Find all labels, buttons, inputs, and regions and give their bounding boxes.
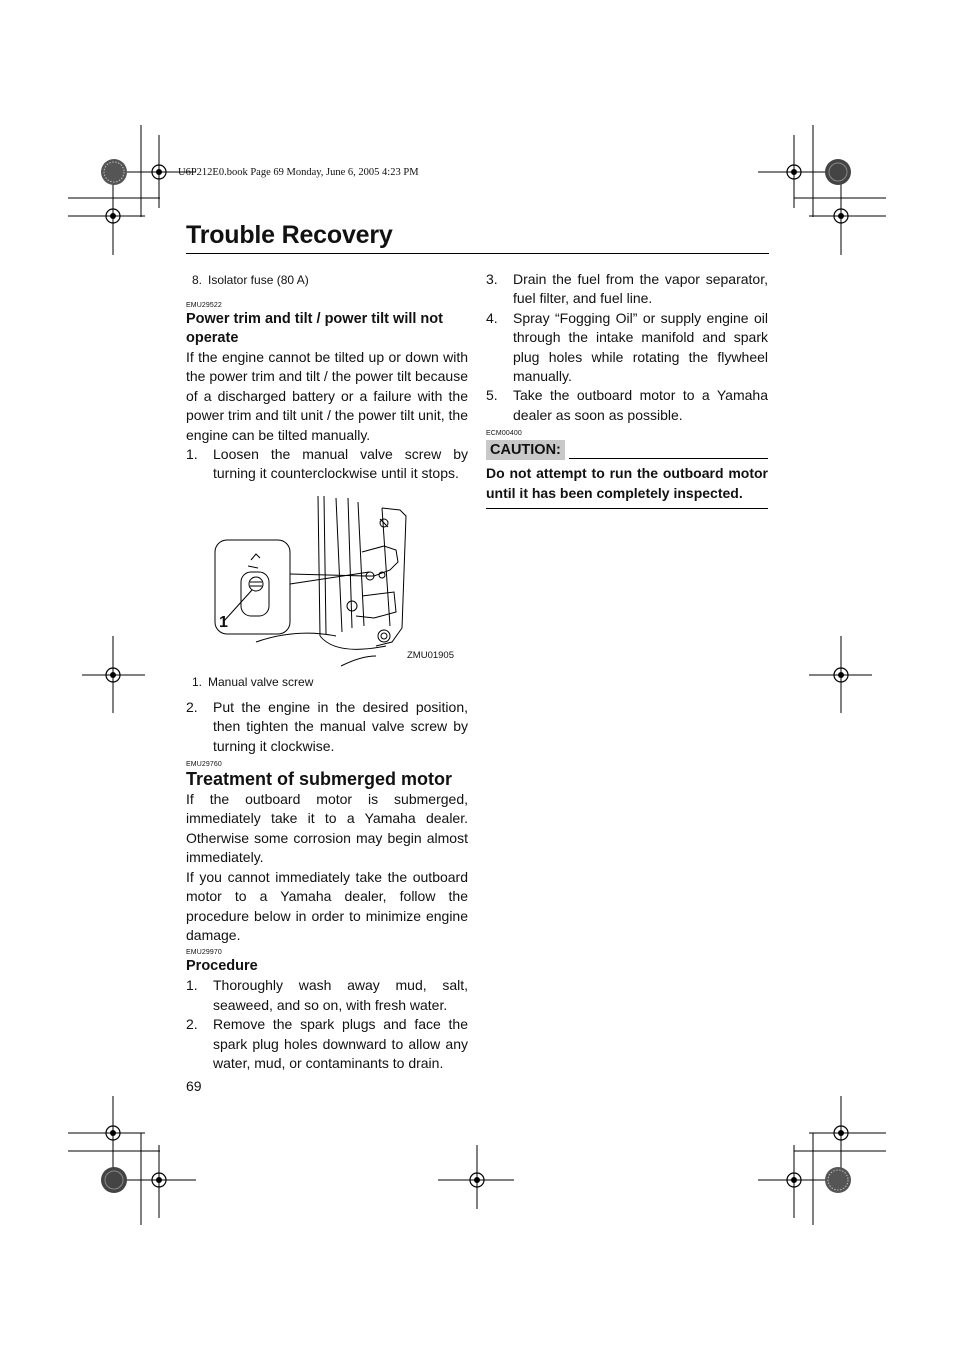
list-item: 5. Take the outboard motor to a Yamaha dealer as soon as possible. [486, 387, 768, 423]
section-heading-submerged: Treatment of submerged motor [186, 769, 453, 790]
callout-number: 1 [219, 613, 228, 631]
left-column [186, 272, 468, 1073]
caution-header [486, 440, 768, 460]
section-heading-procedure: Procedure [186, 958, 258, 975]
section-code: EMU29970 [186, 949, 222, 957]
book-info: U6P212E0.book Page 69 Monday, June 6, 2005 4:23 PM [178, 167, 419, 178]
list-item: 3. Drain the fuel from the vapor separator, fuel filter, and fuel line. [486, 271, 768, 307]
page-number: 69 [186, 1078, 202, 1094]
previous-caption: 8. Isolator fuse (80 A) [192, 273, 309, 287]
caution-label: CAUTION: [486, 440, 565, 460]
outboard-bracket-drawing [186, 496, 468, 668]
section-code: EMU29760 [186, 761, 222, 769]
section-code: EMU29522 [186, 302, 222, 309]
list-item: 1. Thoroughly wash away mud, salt, seaweed, and so on, with fresh water. [186, 977, 468, 1013]
list-item: 2. Put the engine in the desired position, then tighten the manual valve screw by turning it clockwise. [186, 698, 468, 754]
list-item: 1. Loosen the manual valve screw by turning it counterclockwise until it stops. [186, 446, 468, 482]
steps-list [186, 445, 468, 484]
caution-bottom-rule [486, 508, 768, 509]
section-body: If the outboard motor is submerged, immediately take it to a Yamaha dealer. Otherwise some corrosion may begin almost immediately. [186, 791, 468, 866]
title-rule [186, 253, 769, 254]
list-item: 4. Spray “Fogging Oil” or supply engine oil through the intake manifold and spark plug holes while rotating the flywheel manually. [486, 309, 768, 385]
steps-list [186, 698, 468, 756]
right-column [486, 270, 768, 509]
caution-code: ECM00400 [486, 430, 522, 438]
list-item: 2. Remove the spark plugs and face the spark plug holes downward to allow any water, mud, or contaminants to drain. [186, 1016, 468, 1071]
section-heading-power-trim: Power trim and tilt / power tilt will not operate [186, 311, 443, 346]
page-title: Trouble Recovery [186, 221, 393, 249]
section-body: If you cannot immediately take the outboard motor to a Yamaha dealer, follow the procedure below in order to minimize engine damage. [186, 868, 468, 943]
caution-rule [569, 458, 768, 459]
steps-list [186, 976, 468, 1073]
steps-list [486, 270, 768, 425]
figure-caption: 1. Manual valve screw [192, 674, 314, 689]
caution-text: Do not attempt to run the outboard motor until it has been completely inspected. [486, 465, 768, 501]
section-body: If the engine cannot be tilted up or down with the power trim and tilt / the power tilt because of a discharged battery or a failure with the power trim and tilt unit / the power tilt unit, the engine can be tilted manually. [186, 349, 468, 443]
manual-valve-screw-illustration [186, 496, 468, 668]
figure-code: ZMU01905 [407, 650, 454, 662]
